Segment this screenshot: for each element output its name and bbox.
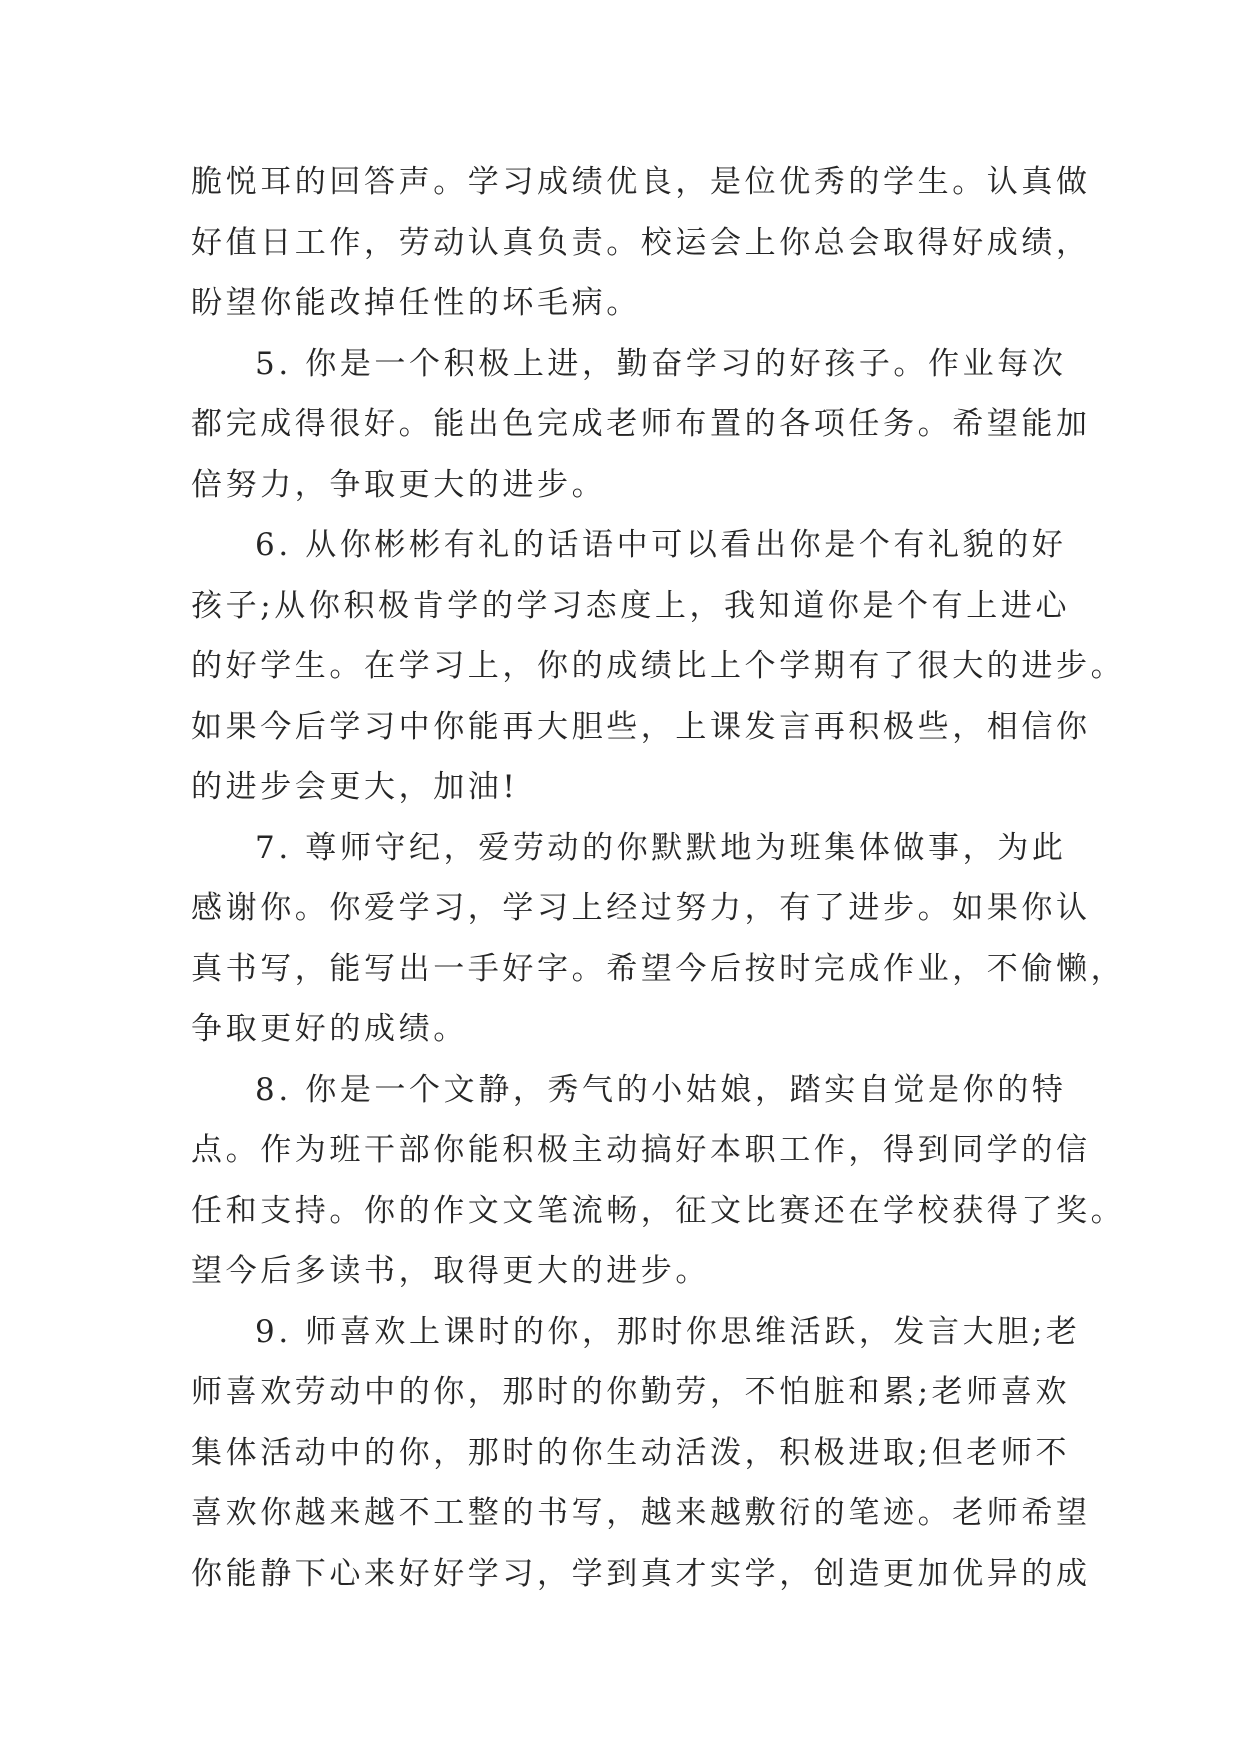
- document-body: [191, 152, 1126, 1604]
- text-line: 倍努力，争取更大的进步。: [191, 466, 607, 503]
- text-line: 师喜欢劳动中的你，那时的你勤劳，不怕脏和累;老师喜欢: [191, 1374, 1071, 1410]
- text-line: 感谢你。你爱学习，学习上经过努力，有了进步。如果你认: [191, 890, 1091, 926]
- paragraph-item-6-start: 6. 从你彬彬有礼的话语中可以看出你是个有礼貌的好: [255, 527, 1067, 563]
- text-line: 真书写，能写出一手好字。希望今后按时完成作业，不偷懒，: [191, 950, 1126, 987]
- text-line: 都完成得很好。能出色完成老师布置的各项任务。希望能加: [191, 406, 1091, 442]
- text-line: 盼望你能改掉任性的坏毛病。: [191, 285, 641, 321]
- text-line: 点。作为班干部你能积极主动搞好本职工作，得到同学的信: [191, 1132, 1091, 1168]
- text-line: 如果今后学习中你能再大胆些，上课发言再积极些，相信你: [191, 708, 1091, 745]
- paragraph-item-5-start: 5. 你是一个积极上进，勤奋学习的好孩子。作业每次: [255, 345, 1067, 382]
- text-line: 的进步会更大，加油!: [191, 769, 519, 805]
- text-line: 任和支持。你的作文文笔流畅，征文比赛还在学校获得了奖。: [191, 1192, 1126, 1229]
- text-line: 集体活动中的你，那时的你生动活泼，积极进取;但老师不: [191, 1434, 1071, 1471]
- paragraph-item-8-start: 8. 你是一个文静，秀气的小姑娘，踏实自觉是你的特: [255, 1071, 1067, 1108]
- text-line: 望今后多读书，取得更大的进步。: [191, 1253, 710, 1289]
- text-line: 争取更好的成绩。: [191, 1011, 468, 1047]
- text-line: 好值日工作，劳动认真负责。校运会上你总会取得好成绩，: [191, 224, 1091, 261]
- text-line: 脆悦耳的回答声。学习成绩优良，是位优秀的学生。认真做: [191, 164, 1091, 200]
- paragraph-item-9-start: 9. 师喜欢上课时的你，那时你思维活跃，发言大胆;老: [255, 1313, 1081, 1350]
- text-line: 孩子;从你积极肯学的学习态度上，我知道你是个有上进心: [191, 587, 1071, 624]
- text-line: 你能静下心来好好学习，学到真才实学，创造更加优异的成: [191, 1555, 1091, 1592]
- text-line: 的好学生。在学习上，你的成绩比上个学期有了很大的进步。: [191, 648, 1126, 684]
- text-line: 喜欢你越来越不工整的书写，越来越敷衍的笔迹。老师希望: [191, 1495, 1091, 1531]
- paragraph-item-7-start: 7. 尊师守纪，爱劳动的你默默地为班集体做事，为此: [255, 829, 1067, 866]
